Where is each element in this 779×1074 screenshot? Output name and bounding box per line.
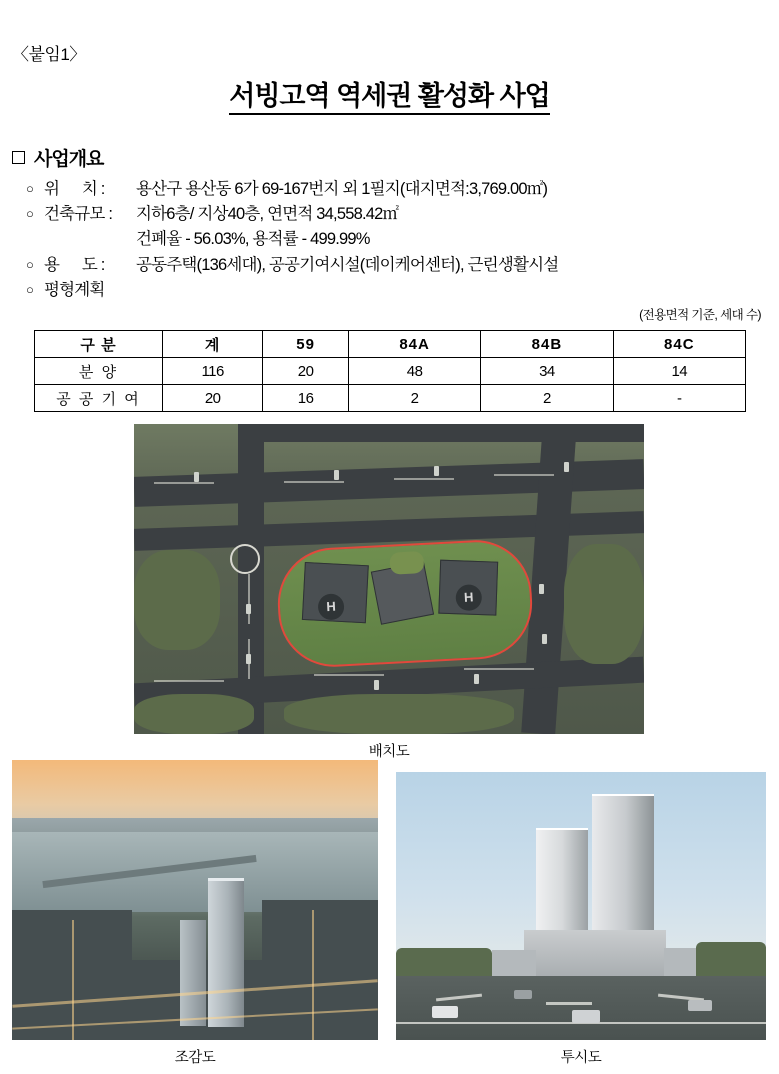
tower-building <box>208 878 244 1027</box>
table-cell: 34 <box>481 358 613 385</box>
list-item <box>26 254 766 276</box>
table-header-cell: 84A <box>348 331 480 358</box>
helipad-marker-1: H <box>317 593 344 620</box>
bird-eye-view-caption: 조감도 <box>174 1050 216 1066</box>
list-item-value: 용산구 용산동 6가 69-167번지 외 1필지(대지면적:3,769.00㎡) <box>136 180 548 198</box>
list-item-label: 건축규모 : <box>44 205 113 223</box>
overview-list <box>26 178 766 304</box>
list-item-value: 공동주택(136세대), 공공기여시설(데이케어센터), 근린생활시설 <box>136 256 559 274</box>
table-cell: - <box>613 385 745 412</box>
section-heading-label: 사업개요 <box>34 149 104 170</box>
roundabout-icon <box>230 544 260 574</box>
table-header-cell: 59 <box>263 331 349 358</box>
page-title <box>0 74 779 113</box>
table-cell: 20 <box>163 385 263 412</box>
site-plan-caption: 배치도 <box>368 744 410 760</box>
list-item <box>26 203 766 225</box>
table-cell: 48 <box>348 358 480 385</box>
table-row <box>35 385 746 412</box>
table-cell: 116 <box>163 358 263 385</box>
table-row-header: 공 공 기 여 <box>35 385 163 412</box>
list-item-label: 위 치 : <box>44 180 105 198</box>
square-bullet-icon <box>12 151 25 164</box>
section-heading <box>12 144 103 171</box>
table-row-header: 분 양 <box>35 358 163 385</box>
list-item-value-secondary: 건폐율 - 56.03%, 용적률 - 499.99% <box>136 230 370 248</box>
site-plan-image <box>134 424 644 734</box>
list-item <box>26 279 766 301</box>
helipad-marker-2: H <box>455 584 482 611</box>
table-header-cell: 계 <box>163 331 263 358</box>
table-header-cell: 84B <box>481 331 613 358</box>
table-header-row <box>35 331 746 358</box>
attachment-label: 〈붙임1〉 <box>12 45 86 64</box>
list-item-label: 평형계획 <box>44 281 105 299</box>
unit-plan-table <box>34 330 746 412</box>
circle-bullet-icon: ○ <box>26 181 34 196</box>
bird-eye-view-image <box>12 760 378 1040</box>
page-title-text: 서빙고역 역세권 활성화 사업 <box>229 81 550 115</box>
circle-bullet-icon: ○ <box>26 257 34 272</box>
list-item-value: 지하6층/ 지상40층, 연면적 34,558.42㎡ <box>136 205 399 223</box>
perspective-view-image <box>396 772 766 1040</box>
circle-bullet-icon: ○ <box>26 282 34 297</box>
table-cell: 20 <box>263 358 349 385</box>
list-item-label: 용 도 : <box>44 256 105 274</box>
table-cell: 2 <box>481 385 613 412</box>
table-header-cell: 구 분 <box>35 331 163 358</box>
table-unit-note: (전용면적 기준, 세대 수) <box>639 308 761 322</box>
circle-bullet-icon: ○ <box>26 206 34 221</box>
site-boundary <box>275 537 535 669</box>
table-row <box>35 358 746 385</box>
perspective-view-caption: 투시도 <box>560 1050 602 1066</box>
table-cell: 2 <box>348 385 480 412</box>
table-header-cell: 84C <box>613 331 745 358</box>
table-cell: 14 <box>613 358 745 385</box>
list-item <box>26 178 766 200</box>
table-cell: 16 <box>263 385 349 412</box>
